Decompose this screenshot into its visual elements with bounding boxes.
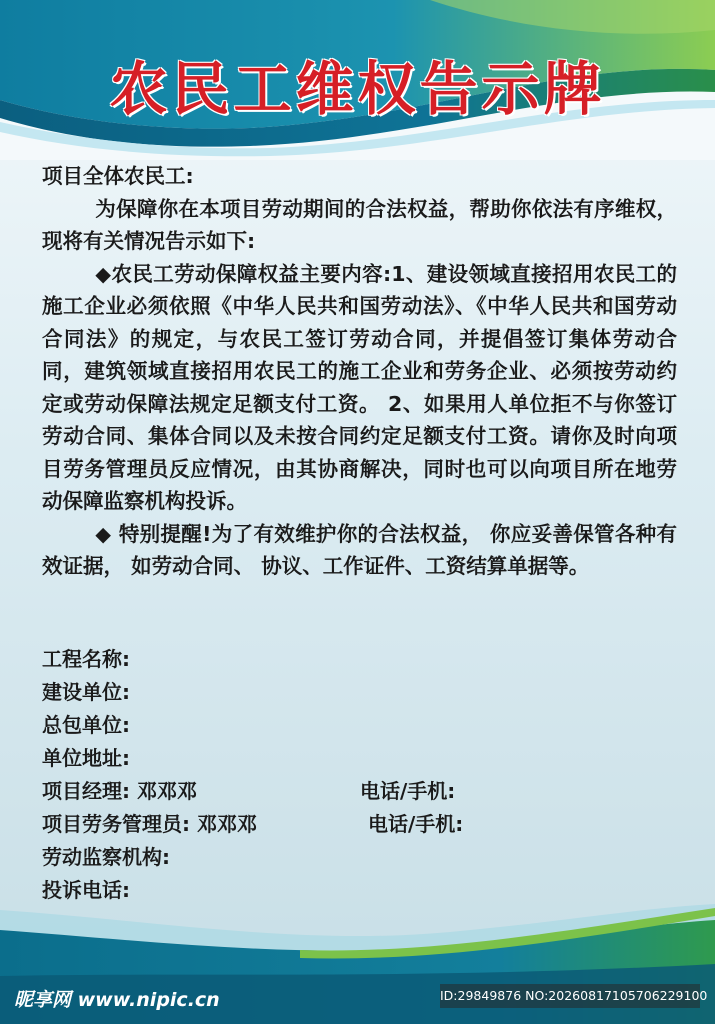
- field-complaint-phone: 投诉电话:: [42, 878, 130, 902]
- field-manager-phone: 电话/手机:: [360, 779, 456, 803]
- notice-body: [42, 160, 677, 583]
- reminder-paragraph: ◆ 特别提醒!为了有效维护你的合法权益， 你应妥善保管各种有效证据， 如劳动合同、 协议、工作证件、工资结算单据等。: [42, 521, 677, 578]
- site-watermark: 昵享网 www.nipic.cn: [14, 989, 220, 1011]
- field-general-contractor: 总包单位:: [42, 713, 130, 737]
- field-manager-row: [42, 775, 682, 808]
- field-address: 单位地址:: [42, 746, 130, 770]
- field-builder: 建设单位:: [42, 680, 130, 704]
- greeting-text: 项目全体农民工:: [42, 164, 194, 188]
- page-title: 农民工维权告示牌: [109, 55, 606, 123]
- field-supervision: 劳动监察机构:: [42, 845, 170, 869]
- field-project-name: 工程名称:: [42, 647, 130, 671]
- image-id-watermark: ID:29849876 NO:20260817105706229100: [440, 984, 700, 1008]
- project-info-list: [42, 643, 682, 907]
- rights-paragraph: ◆农民工劳动保障权益主要内容:1、建设领域直接招用农民工的施工企业必须依照《中华人民共和国劳动法》、《中华人民共和国劳动合同法》的规定，与农民工签订劳动合同，并提倡签订集体劳动合同，建筑领域直接招用农民工的施工企业和劳务企业、必须按劳动约定或劳动保障法规定足额支付工资。 2、如果用人单位拒不与你签订劳动合同、集体合同以及未按合同约定足额支付工资。请你及时向项目劳务管理员反应情况，由其协商解决，同时也可以向项目所在地劳动保障监察机构投诉。: [42, 261, 677, 513]
- field-manager: 项目经理: 邓邓邓: [42, 779, 197, 803]
- field-labor-manager-phone: 电话/手机:: [368, 812, 464, 836]
- intro-paragraph: 为保障你在本项目劳动期间的合法权益，帮助你依法有序维权，现将有关情况告示如下:: [42, 196, 677, 253]
- field-labor-manager: 项目劳务管理员: 邓邓邓: [42, 812, 257, 836]
- field-labor-manager-row: [42, 808, 682, 841]
